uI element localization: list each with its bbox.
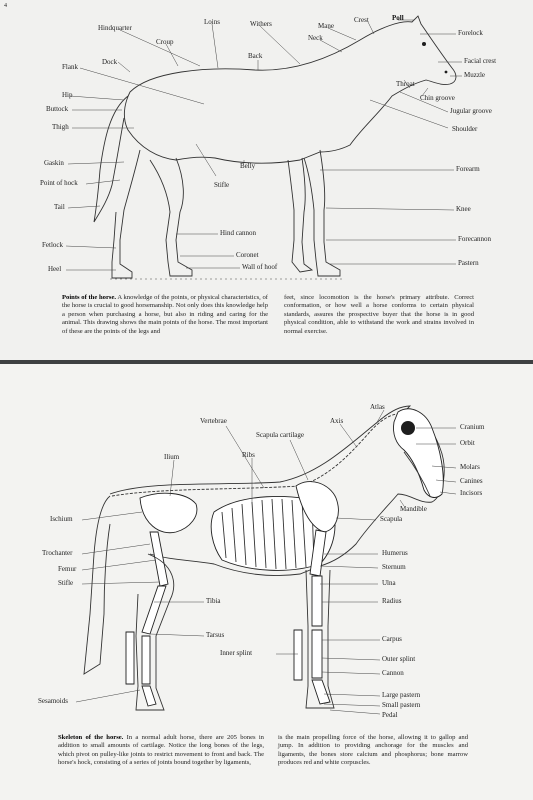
label-ulna: Ulna bbox=[382, 579, 396, 587]
label-canines: Canines bbox=[460, 477, 483, 485]
points-caption-title: Points of the horse. bbox=[62, 294, 117, 301]
label-axis: Axis bbox=[330, 417, 344, 425]
eye-mark bbox=[422, 42, 426, 46]
orbit-mark bbox=[401, 421, 415, 435]
label-knee: Knee bbox=[456, 205, 471, 213]
label-dock: Dock bbox=[102, 58, 118, 66]
nostril-mark bbox=[445, 71, 448, 74]
label-mane: Mane bbox=[318, 22, 334, 30]
label-humerus: Humerus bbox=[382, 549, 408, 557]
label-molars: Molars bbox=[460, 463, 480, 471]
label-coronet: Coronet bbox=[236, 251, 259, 259]
label-heel: Heel bbox=[48, 265, 62, 273]
label-forearm: Forearm bbox=[456, 165, 480, 173]
label-poll: Poll bbox=[392, 14, 404, 22]
label-flank: Flank bbox=[62, 63, 78, 71]
label-hind-cannon: Hind cannon bbox=[220, 229, 256, 237]
label-point-of-hock: Point of hock bbox=[40, 179, 78, 187]
label-trochanter: Trochanter bbox=[42, 549, 73, 557]
label-ilium: Ilium bbox=[164, 453, 180, 461]
skeleton-caption-text-1: In a normal adult horse, there are 205 bones in addition to small amounts of cartilage. Notice the long bones of the legs, which pivot on pulley-like joints to restrict movement to front and back. The horse's hock, consisting of a series of joints bound together by ligaments, bbox=[58, 734, 264, 767]
label-neck: Neck bbox=[308, 34, 323, 42]
label-tibia: Tibia bbox=[206, 597, 221, 605]
horse-body-outline bbox=[124, 16, 456, 163]
label-mandible: Mandible bbox=[400, 505, 427, 513]
label-shoulder: Shoulder bbox=[452, 125, 478, 133]
fore-leg-near bbox=[304, 150, 340, 276]
fore-cannon-bone bbox=[312, 630, 322, 678]
label-forecannon: Forecannon bbox=[458, 235, 492, 243]
skeleton-caption-col1 bbox=[58, 734, 264, 768]
label-belly: Belly bbox=[240, 162, 256, 170]
label-large-pastern: Large pastern bbox=[382, 691, 421, 699]
label-fetlock: Fetlock bbox=[42, 241, 63, 249]
label-croup: Croup bbox=[156, 38, 174, 46]
femur-bone bbox=[150, 532, 168, 586]
skeleton-caption-col2: is the main propelling force of the horse, allowing it to gallop and jump. In addition to providing anchorage for the muscles and ligaments, the bones store calcium and phosphorus; bone marrow produces red and white corpuscles. bbox=[278, 734, 468, 767]
label-gaskin: Gaskin bbox=[44, 159, 64, 167]
tibia-bone bbox=[142, 586, 166, 634]
label-ischium: Ischium bbox=[50, 515, 73, 523]
label-ribs: Ribs bbox=[242, 451, 255, 459]
points-caption-text-1: A knowledge of the points, or physical characteristics, of the horse is crucial to good horsemanship. Not only does this knowledge help a person when purchasing a horse, but also in riding and caring for the animal. This drawing shows the main points of the horse. The most important of these are the points of the legs and bbox=[62, 294, 268, 335]
label-back: Back bbox=[248, 52, 263, 60]
label-scapula-cartilage: Scapula cartilage bbox=[256, 431, 305, 439]
hind-cannon-far bbox=[126, 632, 134, 684]
label-forelock: Forelock bbox=[458, 29, 483, 37]
label-muzzle: Muzzle bbox=[464, 71, 485, 79]
label-cannon: Cannon bbox=[382, 669, 404, 677]
label-thigh: Thigh bbox=[52, 123, 69, 131]
hind-leg-near bbox=[150, 158, 192, 276]
label-inner-splint: Inner splint bbox=[220, 649, 253, 657]
label-atlas: Atlas bbox=[370, 403, 385, 411]
page-skeleton bbox=[0, 364, 533, 800]
label-facial-crest: Facial crest bbox=[464, 57, 497, 65]
points-caption-col2: feet, since locomotion is the horse's primary attribute. Correct conformation, or how well a horse conforms to certain physical standards, assures the prospective buyer that the horse is in good physical condition, able to withstand the work and strains involved in normal exercise. bbox=[284, 294, 474, 335]
label-cranium: Cranium bbox=[460, 423, 485, 431]
label-jugular-groove: Jugular groove bbox=[450, 107, 492, 115]
label-tail: Tail bbox=[54, 203, 65, 211]
label-loins: Loins bbox=[204, 18, 220, 26]
label-stifle: Stifle bbox=[214, 181, 230, 189]
points-caption-col1 bbox=[62, 294, 268, 336]
label-hindquarter: Hindquarter bbox=[98, 24, 132, 32]
radius-bone bbox=[312, 576, 322, 626]
label-crest: Crest bbox=[354, 16, 369, 24]
label-radius: Radius bbox=[382, 597, 402, 605]
label-orbit: Orbit bbox=[460, 439, 475, 447]
label-sternum: Sternum bbox=[382, 563, 406, 571]
label-chin-groove: Chin groove bbox=[420, 94, 455, 102]
label-vertebrae: Vertebrae bbox=[200, 417, 227, 425]
label-pedal: Pedal bbox=[382, 711, 398, 719]
pelvis bbox=[140, 493, 197, 533]
label-pastern: Pastern bbox=[458, 259, 479, 267]
label-tarsus: Tarsus bbox=[206, 631, 225, 639]
points-leader-lines bbox=[66, 20, 462, 270]
label-hip: Hip bbox=[62, 91, 73, 99]
tail-outline bbox=[94, 96, 128, 222]
label-carpus: Carpus bbox=[382, 635, 402, 643]
hind-pastern-bone bbox=[142, 686, 156, 706]
label-throat: Throat bbox=[396, 80, 415, 88]
corner-mark: 4 bbox=[4, 3, 7, 9]
label-scapula: Scapula bbox=[380, 515, 403, 523]
page-points-of-horse bbox=[0, 0, 533, 360]
label-femur: Femur bbox=[58, 565, 77, 573]
label-small-pastern: Small pastern bbox=[382, 701, 421, 709]
fore-pastern-bone bbox=[312, 680, 330, 704]
hind-cannon-bone bbox=[142, 636, 150, 684]
label-sesamoids: Sesamoids bbox=[38, 697, 68, 705]
spine bbox=[112, 414, 398, 496]
label-incisors: Incisors bbox=[460, 489, 483, 497]
skeleton-caption-title: Skeleton of the horse. bbox=[58, 734, 124, 741]
label-stifle-bone: Stifle bbox=[58, 579, 74, 587]
label-withers: Withers bbox=[250, 20, 272, 28]
label-buttock: Buttock bbox=[46, 105, 69, 113]
label-outer-splint: Outer splint bbox=[382, 655, 416, 663]
skeleton-tail bbox=[84, 496, 110, 674]
skull bbox=[393, 409, 443, 498]
label-wall-of-hoof: Wall of hoof bbox=[242, 263, 278, 271]
fore-cannon-far bbox=[294, 630, 302, 680]
hind-leg-far bbox=[112, 150, 140, 278]
